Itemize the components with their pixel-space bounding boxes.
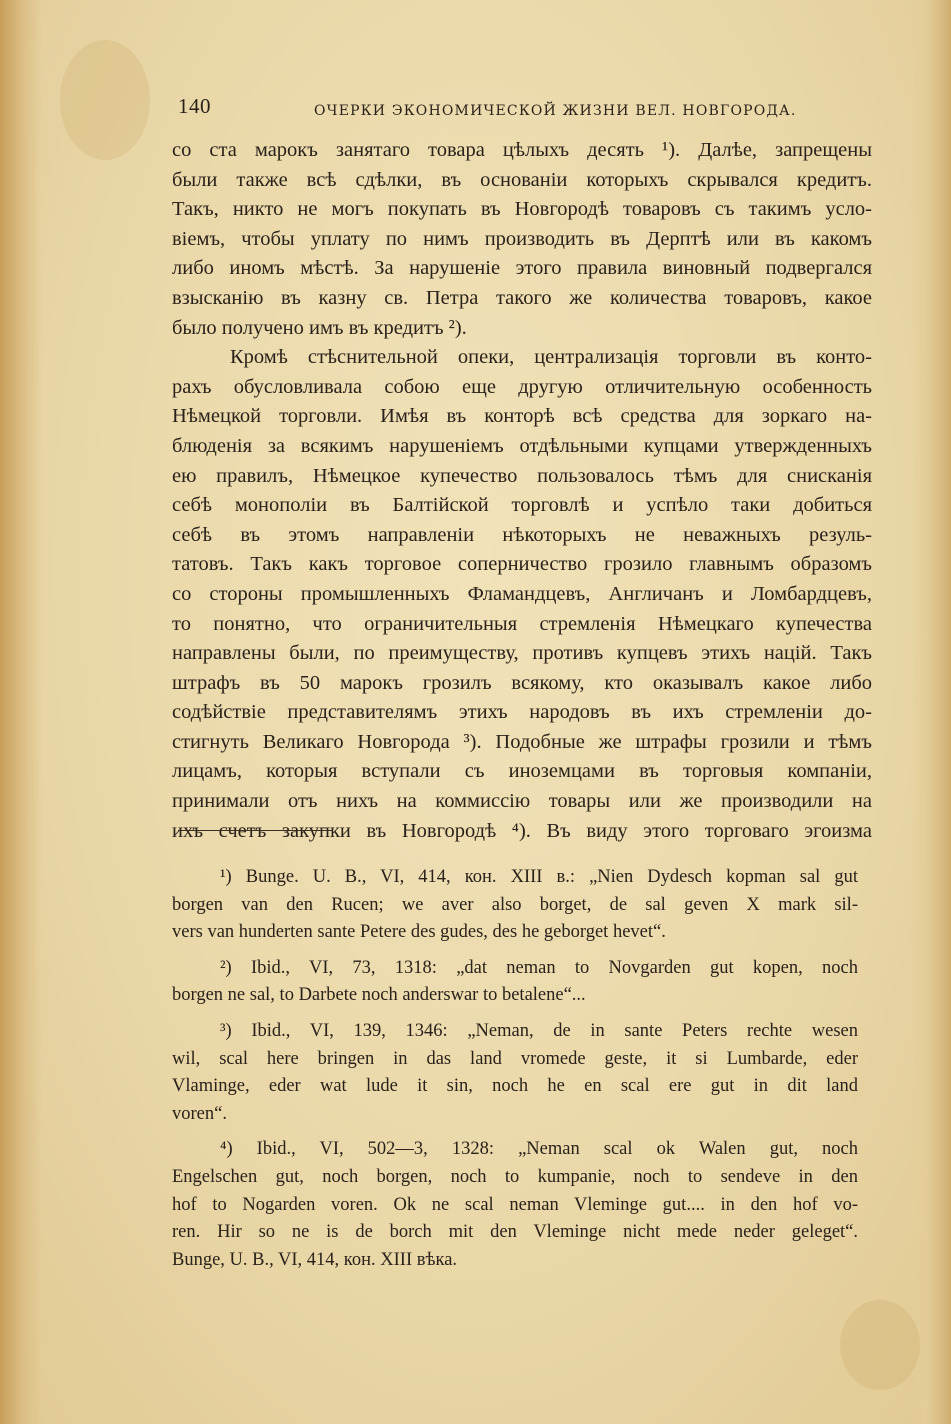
- text-line: было получено имъ въ кредитъ ²).: [172, 316, 467, 339]
- footnote-line: ren. Hir so ne is de borch mit den Vleminge nicht mede neder geleget“.: [172, 1222, 858, 1243]
- footnote-line: ¹) Bunge. U. B., VI, 414, кон. XIII в.: „Nien Dydesch kopman sal gut: [220, 867, 858, 887]
- footnote-line: wil, scal here bringen in das land vromede geste, it si Lumbarde, eder: [172, 1048, 858, 1069]
- text-line: со ста марокъ занятаго товара цѣлыхъ десять ¹). Далѣе, запрещены: [172, 139, 872, 161]
- text-line: лицамъ, которыя вступали съ иноземцами въ торговыя компаніи,: [172, 760, 872, 783]
- footnote-line: Vlaminge, eder wat lude it sin, noch he en scal ere gut in dit land: [172, 1076, 858, 1097]
- text-line: віемъ, чтобы уплату по нимъ производить въ Дерптѣ или въ какомъ: [172, 227, 872, 250]
- page-outer-edge: [911, 0, 951, 1424]
- paper-stain: [60, 40, 150, 160]
- text-line: со стороны промышленныхъ Фламандцевъ, Англичанъ и Ломбардцевъ,: [172, 582, 872, 605]
- footnote-line: borgen ne sal, to Darbete noch anderswar to betalene“...: [172, 985, 586, 1006]
- text-line: блюденія за всякимъ нарушеніемъ отдѣльными купцами утвержденныхъ: [172, 434, 872, 457]
- paper-stain: [840, 1300, 920, 1390]
- text-line: взысканію въ казну св. Петра такого же количества товаровъ, какое: [172, 286, 872, 309]
- text-line: себѣ въ этомъ направленіи нѣкоторыхъ не неважныхъ резуль-: [172, 523, 872, 546]
- text-line: рахъ обусловливала собою еще другую отличительную особенность: [172, 375, 872, 398]
- footnote-line: ²) Ibid., VI, 73, 1318: „dat neman to Novgarden gut kopen, noch: [220, 957, 858, 978]
- running-title: ОЧЕРКИ ЭКОНОМИЧЕСКОЙ ЖИЗНИ ВЕЛ. НОВГОРОДА.: [314, 103, 797, 119]
- text-line: Такъ, никто не могъ покупать въ Новгородѣ товаровъ съ такимъ усло-: [172, 198, 872, 221]
- text-line: ихъ счетъ закупки въ Новгородѣ ⁴). Въ виду этого торговаго эгоизма: [172, 819, 872, 842]
- footnote-4: [172, 1136, 858, 1274]
- footnote-1: [172, 864, 858, 947]
- footnote-line: borgen van den Rucen; we aver also borget, de sal geven X mark sil-: [172, 894, 858, 915]
- footnotes: [172, 864, 858, 1274]
- main-text: [172, 136, 872, 846]
- text-line: либо иномъ мѣстѣ. За нарушеніе этого правила виновный подвергался: [172, 257, 872, 280]
- text-line: стигнуть Великаго Новгорода ³). Подобные же штрафы грозили и тѣмъ: [172, 730, 872, 753]
- paragraph-start-line: Кромѣ стѣснительной опеки, централизація торговли въ конто-: [230, 346, 872, 369]
- text-line: себѣ монополіи въ Балтійской торговлѣ и успѣло таки добиться: [172, 494, 872, 517]
- text-line: Нѣмецкой торговли. Имѣя въ конторѣ всѣ средства для зоркаго на-: [172, 405, 872, 428]
- running-head: [178, 94, 797, 128]
- footnote-line: Engelschen gut, noch borgen, noch to kumpanie, noch to sendeve in den: [172, 1166, 858, 1187]
- text-line: штрафъ въ 50 марокъ грозилъ всякому, кто оказывалъ какое либо: [172, 671, 872, 694]
- text-line: содѣйствіе представителямъ этихъ народовъ въ ихъ стремленіи до-: [172, 701, 872, 724]
- text-line: то понятно, что ограничительныя стремленія Нѣмецкаго купечества: [172, 612, 872, 635]
- footnote-line: voren“.: [172, 1103, 227, 1124]
- text-line: принимали отъ нихъ на коммиссію товары или же производили на: [172, 790, 872, 813]
- footnote-separator: [178, 830, 332, 831]
- footnote-line: hof to Nogarden voren. Ok ne scal neman Vleminge gut.... in den hof vo-: [172, 1194, 858, 1215]
- page-number: 140: [178, 94, 211, 118]
- text-line: направлены были, по преимуществу, противъ купцевъ этихъ націй. Такъ: [172, 642, 872, 665]
- page-binding-edge: [0, 0, 42, 1424]
- text-line: были также всѣ сдѣлки, въ основаніи которыхъ скрывался кредитъ.: [172, 168, 872, 191]
- footnote-line: ⁴) Ibid., VI, 502—3, 1328: „Neman scal ok Walen gut, noch: [220, 1139, 858, 1160]
- footnote-2: [172, 955, 858, 1010]
- footnote-3: [172, 1018, 858, 1128]
- text-line: татовъ. Такъ какъ торговое соперничество грозило главнымъ образомъ: [172, 553, 872, 576]
- footnote-line: Bunge, U. B., VI, 414, кон. XIII вѣка.: [172, 1249, 458, 1270]
- footnote-line: ³) Ibid., VI, 139, 1346: „Neman, de in sante Peters rechte wesen: [220, 1020, 858, 1041]
- text-line: ею правилъ, Нѣмецкое купечество пользовалось тѣмъ для снисканія: [172, 464, 872, 487]
- footnote-line: vers van hunderten sante Petere des gudes, des he geborget hevet“.: [172, 922, 666, 943]
